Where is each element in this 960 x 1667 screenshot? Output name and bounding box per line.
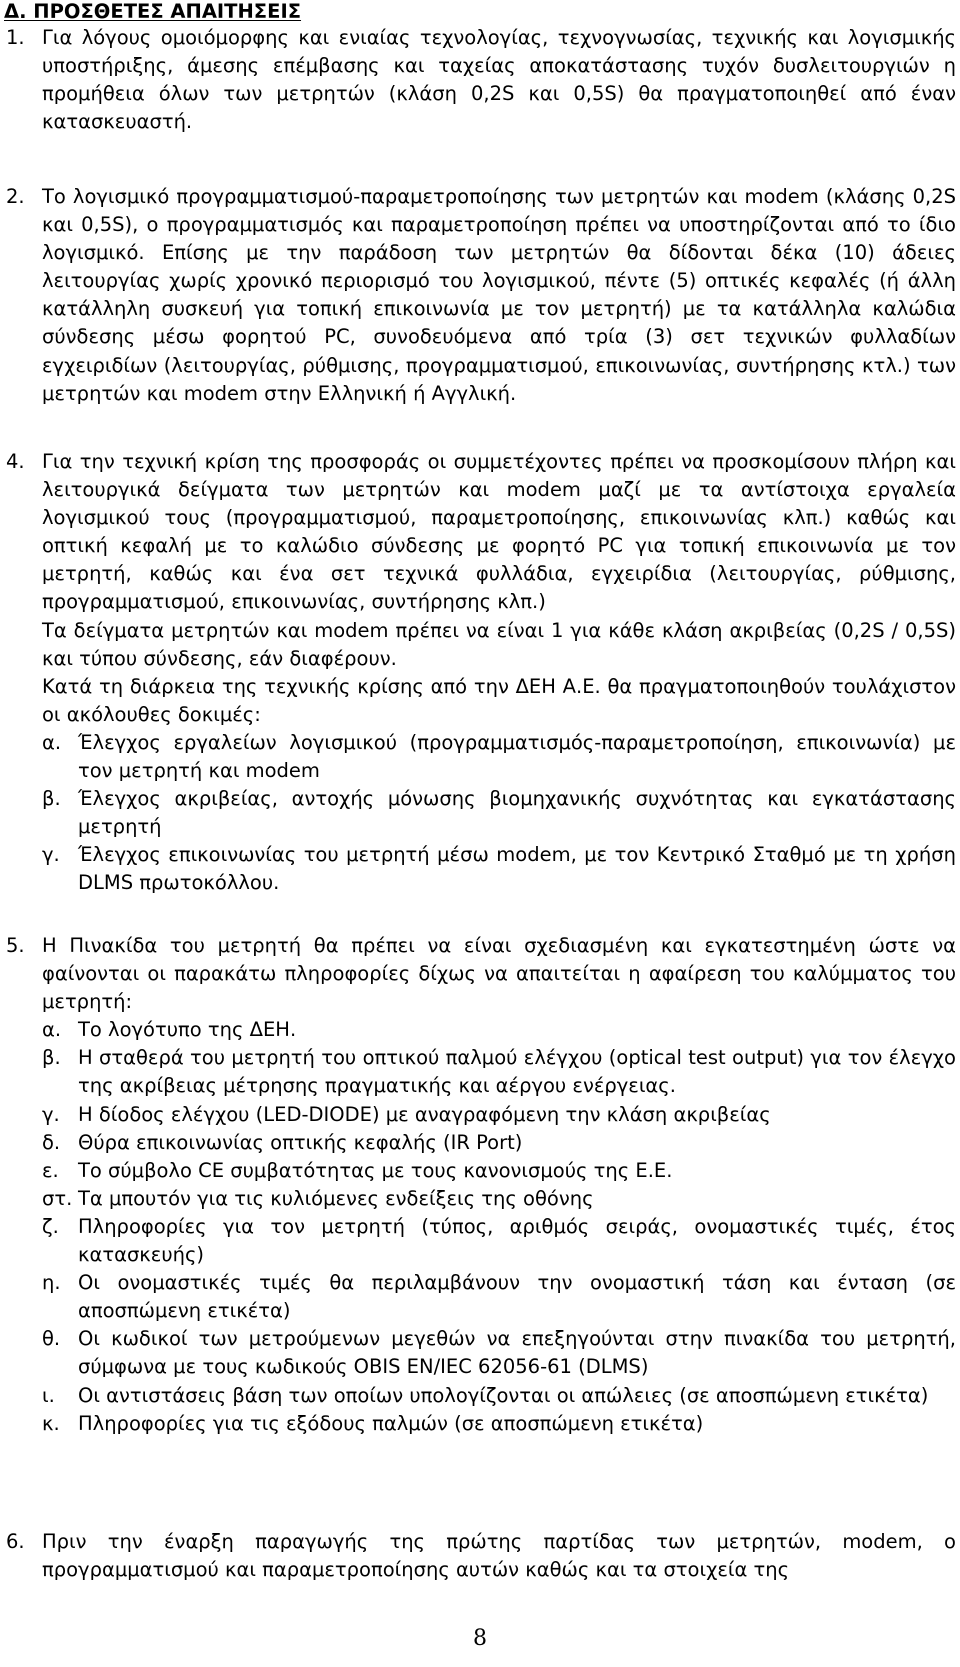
sub-item-text: Η δίοδος ελέγχου (LED-DIODE) με αναγραφόμενη την κλάση ακριβείας [78, 1102, 771, 1126]
item-paragraph: Για την τεχνική κρίση της προσφοράς οι συμμετέχοντες πρέπει να προσκομίσουν πλήρη και λειτουργικά δείγματα των μετρητών και modem μαζί με τα αντίστοιχα εργαλεία λογισμικού τους (προγραμματισμού, παραμετροποίησης, επικοινωνίας κλπ.) καθώς και οπτική κεφαλή με το καλώδιο σύνδεσης με φορητό PC για τοπική επικοινωνία με τον μετρητή, καθώς και ένα σετ τεχνικά φυλλάδια, εγχειρίδια (λειτουργίας, ρύθμισης, προγραμματισμού, επικοινωνίας, συντήρησης κλπ.) [42, 450, 956, 614]
item-paragraph: Τα δείγματα μετρητών και modem πρέπει να είναι 1 για κάθε κλάση ακριβείας (0,2S / 0,5S) και τύπου σύνδεσης, εάν διαφέρουν. [42, 618, 956, 670]
item-paragraph: Κατά τη διάρκεια της τεχνικής κρίσης από την ΔΕΗ Α.Ε. θα πραγματοποιηθούν τουλάχιστον οι ακόλουθες δοκιμές: [42, 674, 956, 726]
sub-item [42, 1185, 956, 1213]
requirement-item-4 [6, 448, 956, 898]
sub-item-text: Το λογότυπο της ΔΕΗ. [78, 1018, 297, 1042]
item-paragraph: Πριν την έναρξη παραγωγής της πρώτης παρτίδας των μετρητών, modem, ο προγραμματισμού και παραμετροποίησης αυτών καθώς και τα στοιχεία της [42, 1530, 956, 1582]
sub-item [42, 729, 956, 785]
sub-item [42, 1325, 956, 1381]
sub-item-label: ι. [42, 1383, 55, 1407]
sub-item-text: Η σταθερά του μετρητή του οπτικού παλμού ελέγχου (optical test output) για τον έλεγχο της ακρίβειας μέτρησης πραγματικής και αέργου ενέργειας. [78, 1046, 956, 1098]
item-paragraph: Η Πινακίδα του μετρητή θα πρέπει να είναι σχεδιασμένη και εγκατεστημένη ώστε να φαίνονται οι παρακάτω πληροφορίες δίχως να απαιτείται η αφαίρεση του καλύμματος του μετρητή: [42, 934, 956, 1014]
sub-item-label: ε. [42, 1158, 59, 1182]
item-number: 4. [6, 450, 25, 473]
sub-item-label: β. [42, 787, 61, 811]
sub-item [42, 841, 956, 897]
requirement-item-2 [6, 183, 956, 408]
sub-item [42, 1016, 956, 1044]
sub-item-text: Οι κωδικοί των μετρούμενων μεγεθών να επεξηγούνται στην πινακίδα του μετρητή, σύμφωνα με τους κωδικούς OBIS EN/IEC 62056-61 (DLMS) [78, 1327, 956, 1379]
item-paragraph: Το λογισμικό προγραμματισμού-παραμετροποίησης των μετρητών και modem (κλάσης 0,2S και 0,5S), ο προγραμματισμός και παραμετροποίηση πρέπει να υποστηρίζονται από το ίδιο λογισμικό. Επίσης με την παράδοση των μετρητών θα δίδονται δέκα (10) άδειες λειτουργίας χωρίς χρονικό περιορισμό του λογισμικού, πέντε (5) οπτικές κεφαλές (ή άλλη κατάλληλη συσκευή για τοπική επικοινωνία με τον μετρητή) με τα κατάλληλα καλώδια σύνδεσης μέσω φορητού PC, συνοδευόμενα από τρία (3) σετ τεχνικών φυλλαδίων εγχειριδίων (λειτουργίας, ρύθμισης, προγραμματισμού, επικοινωνίας, συντήρησης κτλ.) των μετρητών και modem στην Ελληνική ή Αγγλική. [42, 185, 956, 405]
sub-item-label: δ. [42, 1130, 61, 1154]
sub-item-label: γ. [42, 1102, 60, 1126]
sub-item-label: θ. [42, 1327, 61, 1351]
item-number: 1. [6, 26, 25, 49]
item-number: 6. [6, 1530, 25, 1553]
sub-item [42, 785, 956, 841]
sub-item-label: στ. [42, 1186, 73, 1210]
sub-item-text: Οι αντιστάσεις βάση των οποίων υπολογίζονται οι απώλειες (σε αποσπώμενη ετικέτα) [78, 1383, 929, 1407]
sub-item-text: Έλεγχος ακριβείας, αντοχής μόνωσης βιομηχανικής συχνότητας και εγκατάστασης μετρητή [78, 787, 956, 839]
sub-item [42, 1410, 956, 1438]
sub-item [42, 1213, 956, 1269]
sub-item [42, 1269, 956, 1325]
item-number: 2. [6, 185, 25, 208]
sub-item-label: α. [42, 1018, 62, 1042]
sub-item [42, 1157, 956, 1185]
sub-item-text: Οι ονομαστικές τιμές θα περιλαμβάνουν την ονομαστική τάση και ένταση (σε αποσπώμενη ετικέτα) [78, 1271, 956, 1323]
sub-item [42, 1044, 956, 1100]
item-number: 5. [6, 934, 25, 957]
sub-item-text: Το σύμβολο CE συμβατότητας με τους κανονισμούς της Ε.Ε. [78, 1158, 673, 1182]
requirement-item-5 [6, 932, 956, 1438]
sub-item-label: ζ. [42, 1214, 59, 1238]
sub-item-text: Θύρα επικοινωνίας οπτικής κεφαλής (IR Port) [78, 1130, 523, 1154]
item-paragraph: Για λόγους ομοιόμορφης και ενιαίας τεχνολογίας, τεχνογνωσίας, τεχνικής και λογισμικής υποστήριξης, άμεσης επέμβασης και ταχείας αποκατάστασης τυχόν δυσλειτουργιών η προμήθεια όλων των μετρητών (κλάση 0,2S και 0,5S) θα πραγματοποιηθεί από έναν κατασκευαστή. [42, 26, 956, 134]
sub-item-label: γ. [42, 843, 60, 867]
sub-item [42, 1129, 956, 1157]
sub-item-label: κ. [42, 1411, 60, 1435]
sub-item-text: Πληροφορίες για τον μετρητή (τύπος, αριθμός σειράς, ονομαστικές τιμές, έτος κατασκευής) [78, 1214, 956, 1267]
sub-item-label: β. [42, 1046, 61, 1070]
requirement-item-6 [6, 1528, 956, 1584]
page-number: 8 [473, 1626, 487, 1651]
sub-item-label: η. [42, 1271, 61, 1295]
sub-item [42, 1382, 956, 1410]
sub-item-text: Τα μπουτόν για τις κυλιόμενες ενδείξεις της οθόνης [78, 1186, 594, 1210]
section-heading: Δ. ΠΡΟΣΘΕΤΕΣ ΑΠΑΙΤΗΣΕΙΣ [4, 0, 302, 23]
sub-item-label: α. [42, 730, 62, 754]
sub-item-text: Πληροφορίες για τις εξόδους παλμών (σε αποσπώμενη ετικέτα) [78, 1411, 704, 1435]
sub-item-text: Έλεγχος επικοινωνίας του μετρητή μέσω modem, με τον Κεντρικό Σταθμό με τη χρήση DLMS πρωτοκόλλου. [78, 843, 956, 895]
requirement-item-1 [6, 24, 956, 136]
sub-item [42, 1101, 956, 1129]
sub-item-text: Έλεγχος εργαλείων λογισμικού (προγραμματισμός-παραμετροποίηση, επικοινωνία) με τον μετρητή και modem [78, 730, 956, 783]
